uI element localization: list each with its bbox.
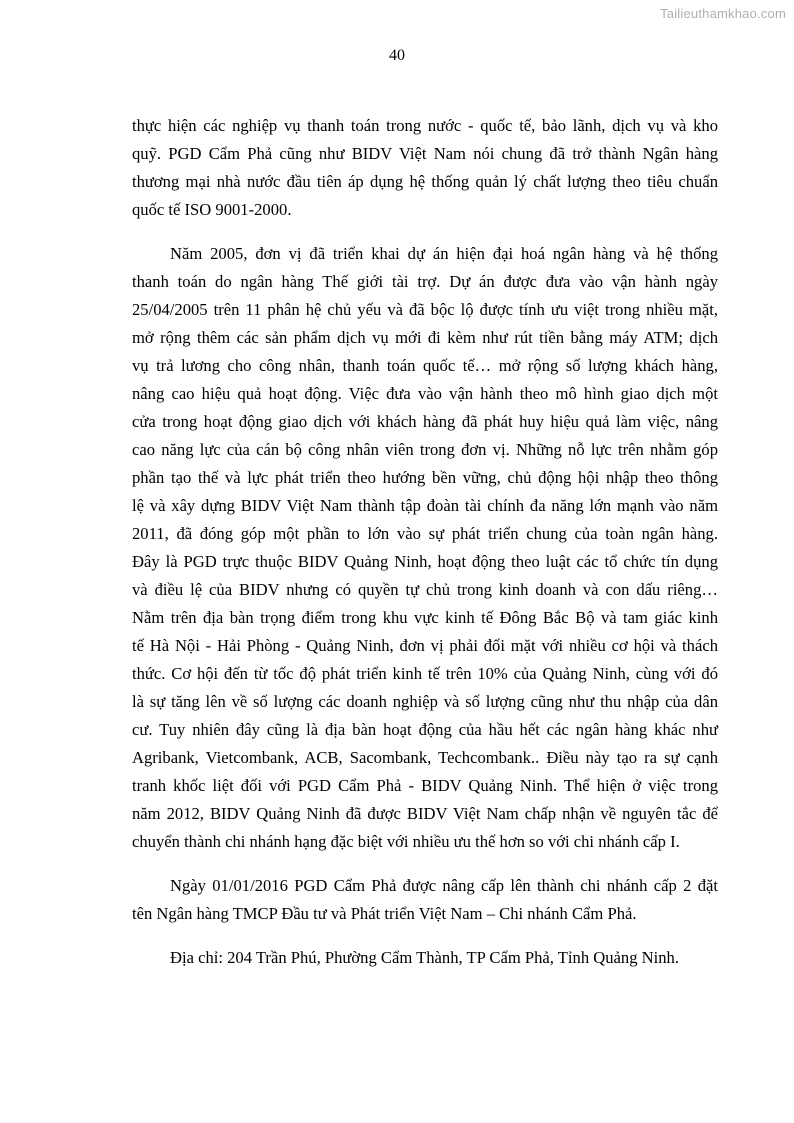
paragraph — [132, 872, 718, 928]
text-line: và điều lệ của BIDV nhưng có quyền tự chủ trong kinh doanh và con dấu riêng… — [132, 580, 718, 599]
text-line: Nằm trên địa bàn trọng điểm trong khu vực kinh tế Đông Bắc Bộ và tam giác kinh — [132, 608, 718, 627]
text-line: nâng cao hiệu quả hoạt động. Việc đưa vào vận hành theo mô hình giao dịch một — [132, 384, 718, 403]
text-line: thanh toán do ngân hàng Thế giới tài trợ. Dự án được đưa vào vận hành ngày — [132, 272, 718, 291]
document-body — [132, 112, 718, 988]
text-line: Đây là PGD trực thuộc BIDV Quảng Ninh, hoạt động theo luật các tổ chức tín dụng — [132, 552, 718, 571]
text-line: chuyển thành chi nhánh hạng đặc biệt với nhiều ưu thế hơn so với chi nhánh cấp I. — [132, 832, 680, 851]
text-line: tế Hà Nội - Hải Phòng - Quảng Ninh, đơn vị phải đối mặt với nhiều cơ hội và thách — [132, 636, 718, 655]
text-line: thực hiện các nghiệp vụ thanh toán trong nước - quốc tế, bảo lãnh, dịch vụ và kho — [132, 116, 718, 135]
text-line: cư. Tuy nhiên đây cũng là địa bàn hoạt động của hầu hết các ngân hàng khác như — [132, 720, 718, 739]
paragraph — [132, 112, 718, 224]
paragraph — [132, 944, 718, 972]
text-line: quỹ. PGD Cẩm Phả cũng như BIDV Việt Nam nói chung đã trở thành Ngân hàng — [132, 144, 718, 163]
text-line: 25/04/2005 trên 11 phân hệ chủ yếu và đã bộc lộ được tính ưu việt trong nhiều mặt, — [132, 300, 718, 319]
watermark-text: Tailieuthamkhao.com — [660, 6, 786, 21]
text-line: Địa chỉ: 204 Trần Phú, Phường Cẩm Thành, TP Cẩm Phả, Tỉnh Quảng Ninh. — [170, 948, 679, 967]
text-line: lệ và xây dựng BIDV Việt Nam thành tập đoàn tài chính đa năng lớn mạnh vào năm — [132, 496, 718, 515]
page-number: 40 — [389, 47, 405, 64]
text-line: thương mại nhà nước đầu tiên áp dụng hệ thống quản lý chất lượng theo tiêu chuẩn — [132, 172, 718, 191]
text-line: quốc tế ISO 9001-2000. — [132, 200, 292, 219]
text-line: Agribank, Vietcombank, ACB, Sacombank, Techcombank.. Điều này tạo ra sự cạnh — [132, 748, 718, 767]
text-line: là sự tăng lên về số lượng các doanh nghiệp và số lượng cũng như thu nhập của dân — [132, 692, 718, 711]
paragraph — [132, 240, 718, 856]
text-line: năm 2012, BIDV Quảng Ninh đã được BIDV Việt Nam chấp nhận về nguyên tắc để — [132, 804, 718, 823]
text-line: vụ trả lương cho công nhân, thanh toán quốc tế… mở rộng số lượng khách hàng, — [132, 356, 718, 375]
text-line: thức. Cơ hội đến từ tốc độ phát triển kinh tế trên 10% của Quảng Ninh, cùng với đó — [132, 664, 718, 683]
text-line: 2011, đã đóng góp một phần to lớn vào sự phát triển chung của toàn ngân hàng. — [132, 524, 718, 543]
text-line: cửa trong hoạt động giao dịch với khách hàng đã phát huy hiệu quả làm việc, nâng — [132, 412, 718, 431]
text-line: mở rộng thêm các sản phẩm dịch vụ mới đi kèm như rút tiền bằng máy ATM; dịch — [132, 328, 718, 347]
text-line: phần tạo thế và lực phát triển theo hướng bền vững, chủ động hội nhập theo thông — [132, 468, 718, 487]
text-line: Năm 2005, đơn vị đã triển khai dự án hiện đại hoá ngân hàng và hệ thống — [170, 244, 718, 263]
text-line: tranh khốc liệt đối với PGD Cẩm Phả - BIDV Quảng Ninh. Thể hiện ở việc trong — [132, 776, 718, 795]
text-line: cao năng lực của cán bộ công nhân viên trong đơn vị. Những nỗ lực trên nhằm góp — [132, 440, 718, 459]
text-line: tên Ngân hàng TMCP Đầu tư và Phát triển Việt Nam – Chi nhánh Cẩm Phả. — [132, 904, 637, 923]
text-line: Ngày 01/01/2016 PGD Cẩm Phả được nâng cấp lên thành chi nhánh cấp 2 đặt — [170, 876, 718, 895]
